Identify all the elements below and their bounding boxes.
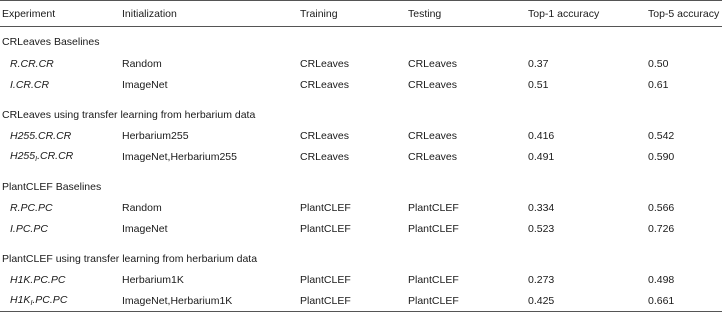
cell-experiment [0,290,122,312]
experiment-code: R.CR.CR [10,57,54,70]
experiment-code-rest: .PC.PC [32,294,68,306]
cell-top1: 0.37 [528,57,549,70]
header-initialization: Initialization [122,1,300,27]
cell-top1: 0.51 [528,78,549,91]
experiment-subscript: I [30,300,33,307]
experiment-code: I.PC.PC [10,222,48,235]
cell-experiment [0,197,122,218]
experiment-code: I.CR.CR [10,78,50,91]
cell-top5: 0.726 [648,222,675,235]
section-header-row [0,95,722,125]
experiment-code: H1K [10,294,31,306]
section-header-row [0,167,722,197]
cell-initialization: Herbarium1K [122,273,184,286]
cell-initialization: Herbarium255 [122,129,189,142]
cell-testing: CRLeaves [408,129,458,142]
cell-top1: 0.425 [528,290,648,312]
table-row [0,290,722,312]
cell-training: CRLeaves [300,57,350,70]
section-title: PlantCLEF using transfer learning from herbarium data [2,252,258,265]
cell-top5: 0.498 [648,273,675,286]
experiment-code-rest: .CR.CR [37,150,74,162]
cell-top1: 0.334 [528,201,555,214]
cell-top1: 0.273 [528,273,555,286]
table-row [0,74,722,95]
section-title: CRLeaves Baselines [2,35,100,48]
cell-testing: PlantCLEF [408,273,459,286]
cell-testing: CRLeaves [408,57,458,70]
cell-initialization: ImageNet,Herbarium255 [122,150,237,163]
cell-initialization: Random [122,201,162,214]
experiment-code: R.PC.PC [10,201,53,214]
cell-testing: CRLeaves [408,150,458,163]
table-row [0,53,722,74]
header-top5: Top-5 accuracy [648,1,722,27]
section-title: PlantCLEF Baselines [2,180,102,193]
cell-experiment [0,269,122,290]
cell-top5: 0.661 [648,290,722,312]
cell-training: PlantCLEF [300,222,351,235]
cell-experiment [0,146,122,167]
cell-testing: PlantCLEF [408,201,459,214]
experiment-code: H255.CR.CR [10,129,72,142]
cell-training: PlantCLEF [300,290,408,312]
section-header-row [0,27,722,54]
cell-testing: PlantCLEF [408,222,459,235]
cell-top1: 0.523 [528,222,555,235]
header-top1: Top-1 accuracy [528,1,648,27]
cell-experiment [0,53,122,74]
cell-top5: 0.566 [648,201,675,214]
cell-training: PlantCLEF [300,273,351,286]
cell-training: CRLeaves [300,150,350,163]
cell-top5: 0.590 [648,150,675,163]
table-row [0,146,722,167]
table-row [0,269,722,290]
cell-experiment [0,125,122,146]
header-row [0,1,722,27]
table-row [0,197,722,218]
experiment-code: H1K.PC.PC [10,273,66,286]
cell-training: CRLeaves [300,129,350,142]
cell-top5: 0.542 [648,129,675,142]
cell-training: PlantCLEF [300,201,351,214]
cell-initialization: ImageNet [122,222,168,235]
experiment-code: H255 [10,150,36,162]
table-row [0,125,722,146]
experiment-subscript: I [35,156,38,163]
cell-top1: 0.416 [528,129,555,142]
cell-testing: CRLeaves [408,78,458,91]
cell-initialization: ImageNet,Herbarium1K [122,290,300,312]
cell-top5: 0.61 [648,78,669,91]
cell-initialization: ImageNet [122,78,168,91]
header-training: Training [300,1,408,27]
cell-top5: 0.50 [648,57,669,70]
section-title: CRLeaves using transfer learning from herbarium data [2,108,256,121]
cell-experiment [0,74,122,95]
table-row [0,218,722,239]
table-header [0,1,722,27]
header-experiment: Experiment [0,1,122,27]
cell-initialization: Random [122,57,162,70]
section-header-row [0,239,722,269]
table-body [0,27,722,312]
cell-training: CRLeaves [300,78,350,91]
cell-top1: 0.491 [528,150,555,163]
cell-experiment [0,218,122,239]
cell-testing: PlantCLEF [408,290,528,312]
header-testing: Testing [408,1,528,27]
